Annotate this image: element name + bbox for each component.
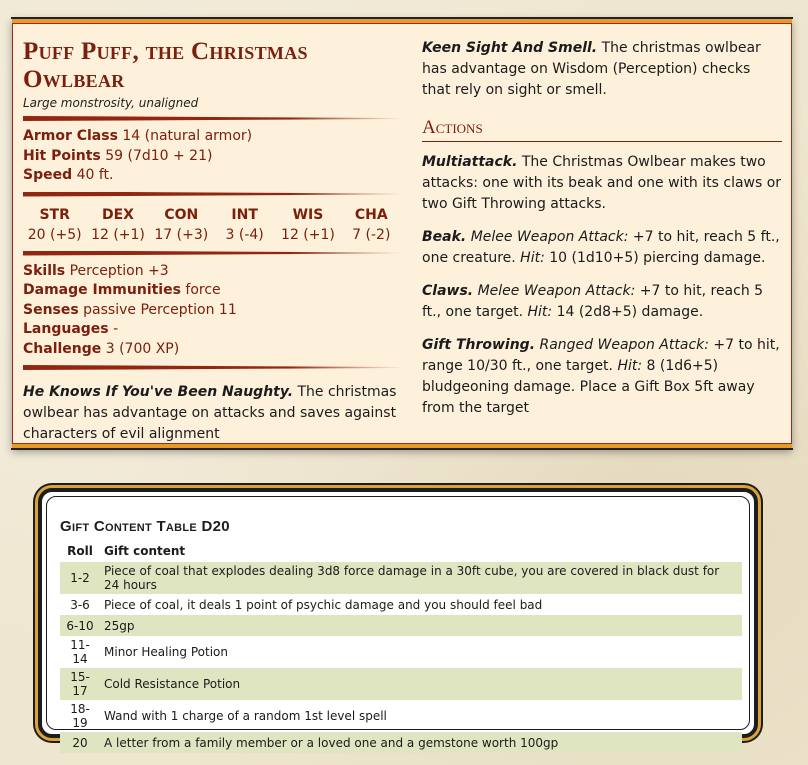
content-cell: Minor Healing Potion [104, 645, 228, 659]
action-text: +7 to hit, range 10/30 ft., one target. [422, 337, 780, 374]
action-gift-throwing [422, 335, 782, 419]
roll-cell: 11-14 [70, 638, 90, 666]
senses-value: passive Perception 11 [83, 301, 237, 318]
languages-label: Languages [23, 321, 109, 337]
divider [23, 251, 403, 256]
table-row [60, 668, 742, 700]
trait-text: The christmas owlbear has advantage on Wisdom (Perception) checks that rely on sight or smell. [422, 40, 761, 98]
action-damage: 10 (1d10+5) piercing damage. [544, 250, 766, 266]
header-gift-content: Gift content [104, 544, 186, 558]
languages [23, 320, 403, 340]
attack-kind: Melee Weapon Attack: [477, 283, 636, 299]
table-row [60, 636, 742, 668]
trait-text: The christmas owlbear has advantage on attacks and saves against characters of evil alignment [23, 384, 397, 442]
table-row [60, 615, 742, 636]
trait-name: He Knows If You've Been Naughty. [23, 384, 294, 400]
speed-value: 40 ft. [76, 167, 114, 183]
skills-label: Skills [23, 262, 66, 279]
roll-cell: 1-2 [60, 562, 100, 594]
actions-heading: Actions [422, 117, 782, 142]
attack-kind: Melee Weapon Attack: [470, 229, 629, 245]
content-cell: 25gp [100, 615, 742, 636]
ability-score: 12 (+1) [91, 226, 145, 243]
ability-score: 7 (-2) [352, 226, 391, 243]
attack-kind: Ranged Weapon Attack: [539, 337, 709, 353]
content-cell: Piece of coal, it deals 1 point of psychic damage and you should feel bad [104, 597, 543, 612]
skills-value: Perception +3 [69, 262, 169, 279]
speed-label: Speed [23, 167, 73, 183]
ability-score: 17 (+3) [154, 226, 209, 243]
senses-label: Senses [23, 301, 79, 318]
content-cell: A letter from a family member or a loved one and a gemstone worth 100gp [100, 732, 742, 753]
monster-type: Large monstrosity, unaligned [23, 96, 199, 110]
hit-points [23, 147, 403, 167]
challenge-value: 3 (700 XP) [105, 340, 180, 357]
ability-wis [278, 205, 338, 245]
table-row [60, 562, 742, 594]
ability-str [25, 205, 85, 245]
ability-abbr: INT [231, 206, 258, 223]
stat-block-left-column [23, 38, 403, 445]
hit-label: Hit: [527, 304, 553, 320]
action-name: Gift Throwing. [422, 337, 536, 353]
action-name: Multiattack. [422, 154, 518, 170]
ability-abbr: DEX [101, 206, 134, 223]
trait-name: Keen Sight And Smell. [422, 40, 598, 56]
action-text: +7 to hit, reach 5 ft., one creature. [422, 229, 780, 266]
gift-table-title: Gift Content Table D20 [60, 518, 230, 535]
action-name: Claws. [422, 283, 474, 299]
armor-class [23, 127, 403, 147]
armor-class-value: 14 (natural armor) [122, 128, 253, 144]
hit-label: Hit: [617, 358, 643, 374]
action-claws [422, 281, 782, 323]
ability-con [151, 205, 211, 245]
ability-abbr: WIS [292, 206, 324, 223]
action-text: The Christmas Owlbear makes two attacks: one with its beak and one with its claws or two Gift Throwing attacks. [422, 154, 782, 212]
ability-score: 3 (-4) [225, 226, 264, 243]
roll-cell: 3-6 [70, 597, 90, 612]
action-text: +7 to hit, reach 5 ft., one target. [422, 283, 764, 320]
action-damage: 8 (1d6+5) bludgeoning damage. Place a Gift Box 5ft away from the target [422, 358, 755, 416]
hit-points-label: Hit Points [23, 147, 101, 164]
action-beak [422, 227, 782, 269]
header-roll: Roll [67, 544, 93, 558]
speed [23, 166, 403, 186]
action-damage: 14 (2d8+5) damage. [552, 304, 704, 320]
armor-class-label: Armor Class [23, 128, 118, 144]
content-cell: Wand with 1 charge of a random 1st level spell [104, 709, 387, 723]
roll-cell: 15-17 [60, 668, 100, 700]
gift-table-frame [38, 488, 758, 750]
action-name: Beak. [422, 229, 467, 245]
ability-abbr: CON [164, 206, 199, 223]
damage-immunities-label: Damage Immunities [23, 282, 181, 298]
gift-content-table [60, 540, 742, 753]
ability-abbr: STR [39, 206, 70, 223]
ability-score: 12 (+1) [281, 226, 335, 243]
ability-int [215, 205, 275, 245]
divider [23, 116, 403, 121]
stat-block-right-column [422, 38, 782, 431]
divider [23, 192, 403, 197]
ability-dex [88, 205, 148, 245]
ability-abbr: CHA [354, 206, 388, 223]
ability-score: 20 (+5) [27, 226, 82, 243]
action-multiattack [422, 152, 782, 215]
ability-cha [341, 205, 401, 245]
table-row [60, 594, 742, 615]
content-cell: Cold Resistance Potion [100, 668, 742, 700]
languages-value: - [113, 321, 119, 337]
roll-cell: 6-10 [60, 615, 100, 636]
damage-immunities-value: force [185, 282, 221, 298]
damage-immunities [23, 281, 403, 301]
monster-name: Puff Puff, the Christmas Owlbear [23, 38, 308, 93]
table-header-row [60, 540, 742, 562]
trait-keen-senses [422, 38, 782, 101]
trait-naughty [23, 382, 403, 445]
challenge-label: Challenge [23, 340, 102, 357]
table-row [60, 732, 742, 753]
divider [23, 365, 403, 370]
table-row [60, 700, 742, 732]
roll-cell: 18-19 [70, 702, 90, 730]
stat-block [12, 18, 792, 449]
challenge [23, 340, 403, 360]
senses [23, 301, 403, 321]
skills [23, 262, 403, 282]
ability-scores [23, 205, 403, 245]
content-cell: Piece of coal that explodes dealing 3d8 force damage in a 30ft cube, you are covered in black dust for 24 hours [100, 562, 742, 594]
roll-cell: 20 [60, 732, 100, 753]
hit-points-value: 59 (7d10 + 21) [105, 147, 213, 164]
hit-label: Hit: [520, 250, 545, 266]
